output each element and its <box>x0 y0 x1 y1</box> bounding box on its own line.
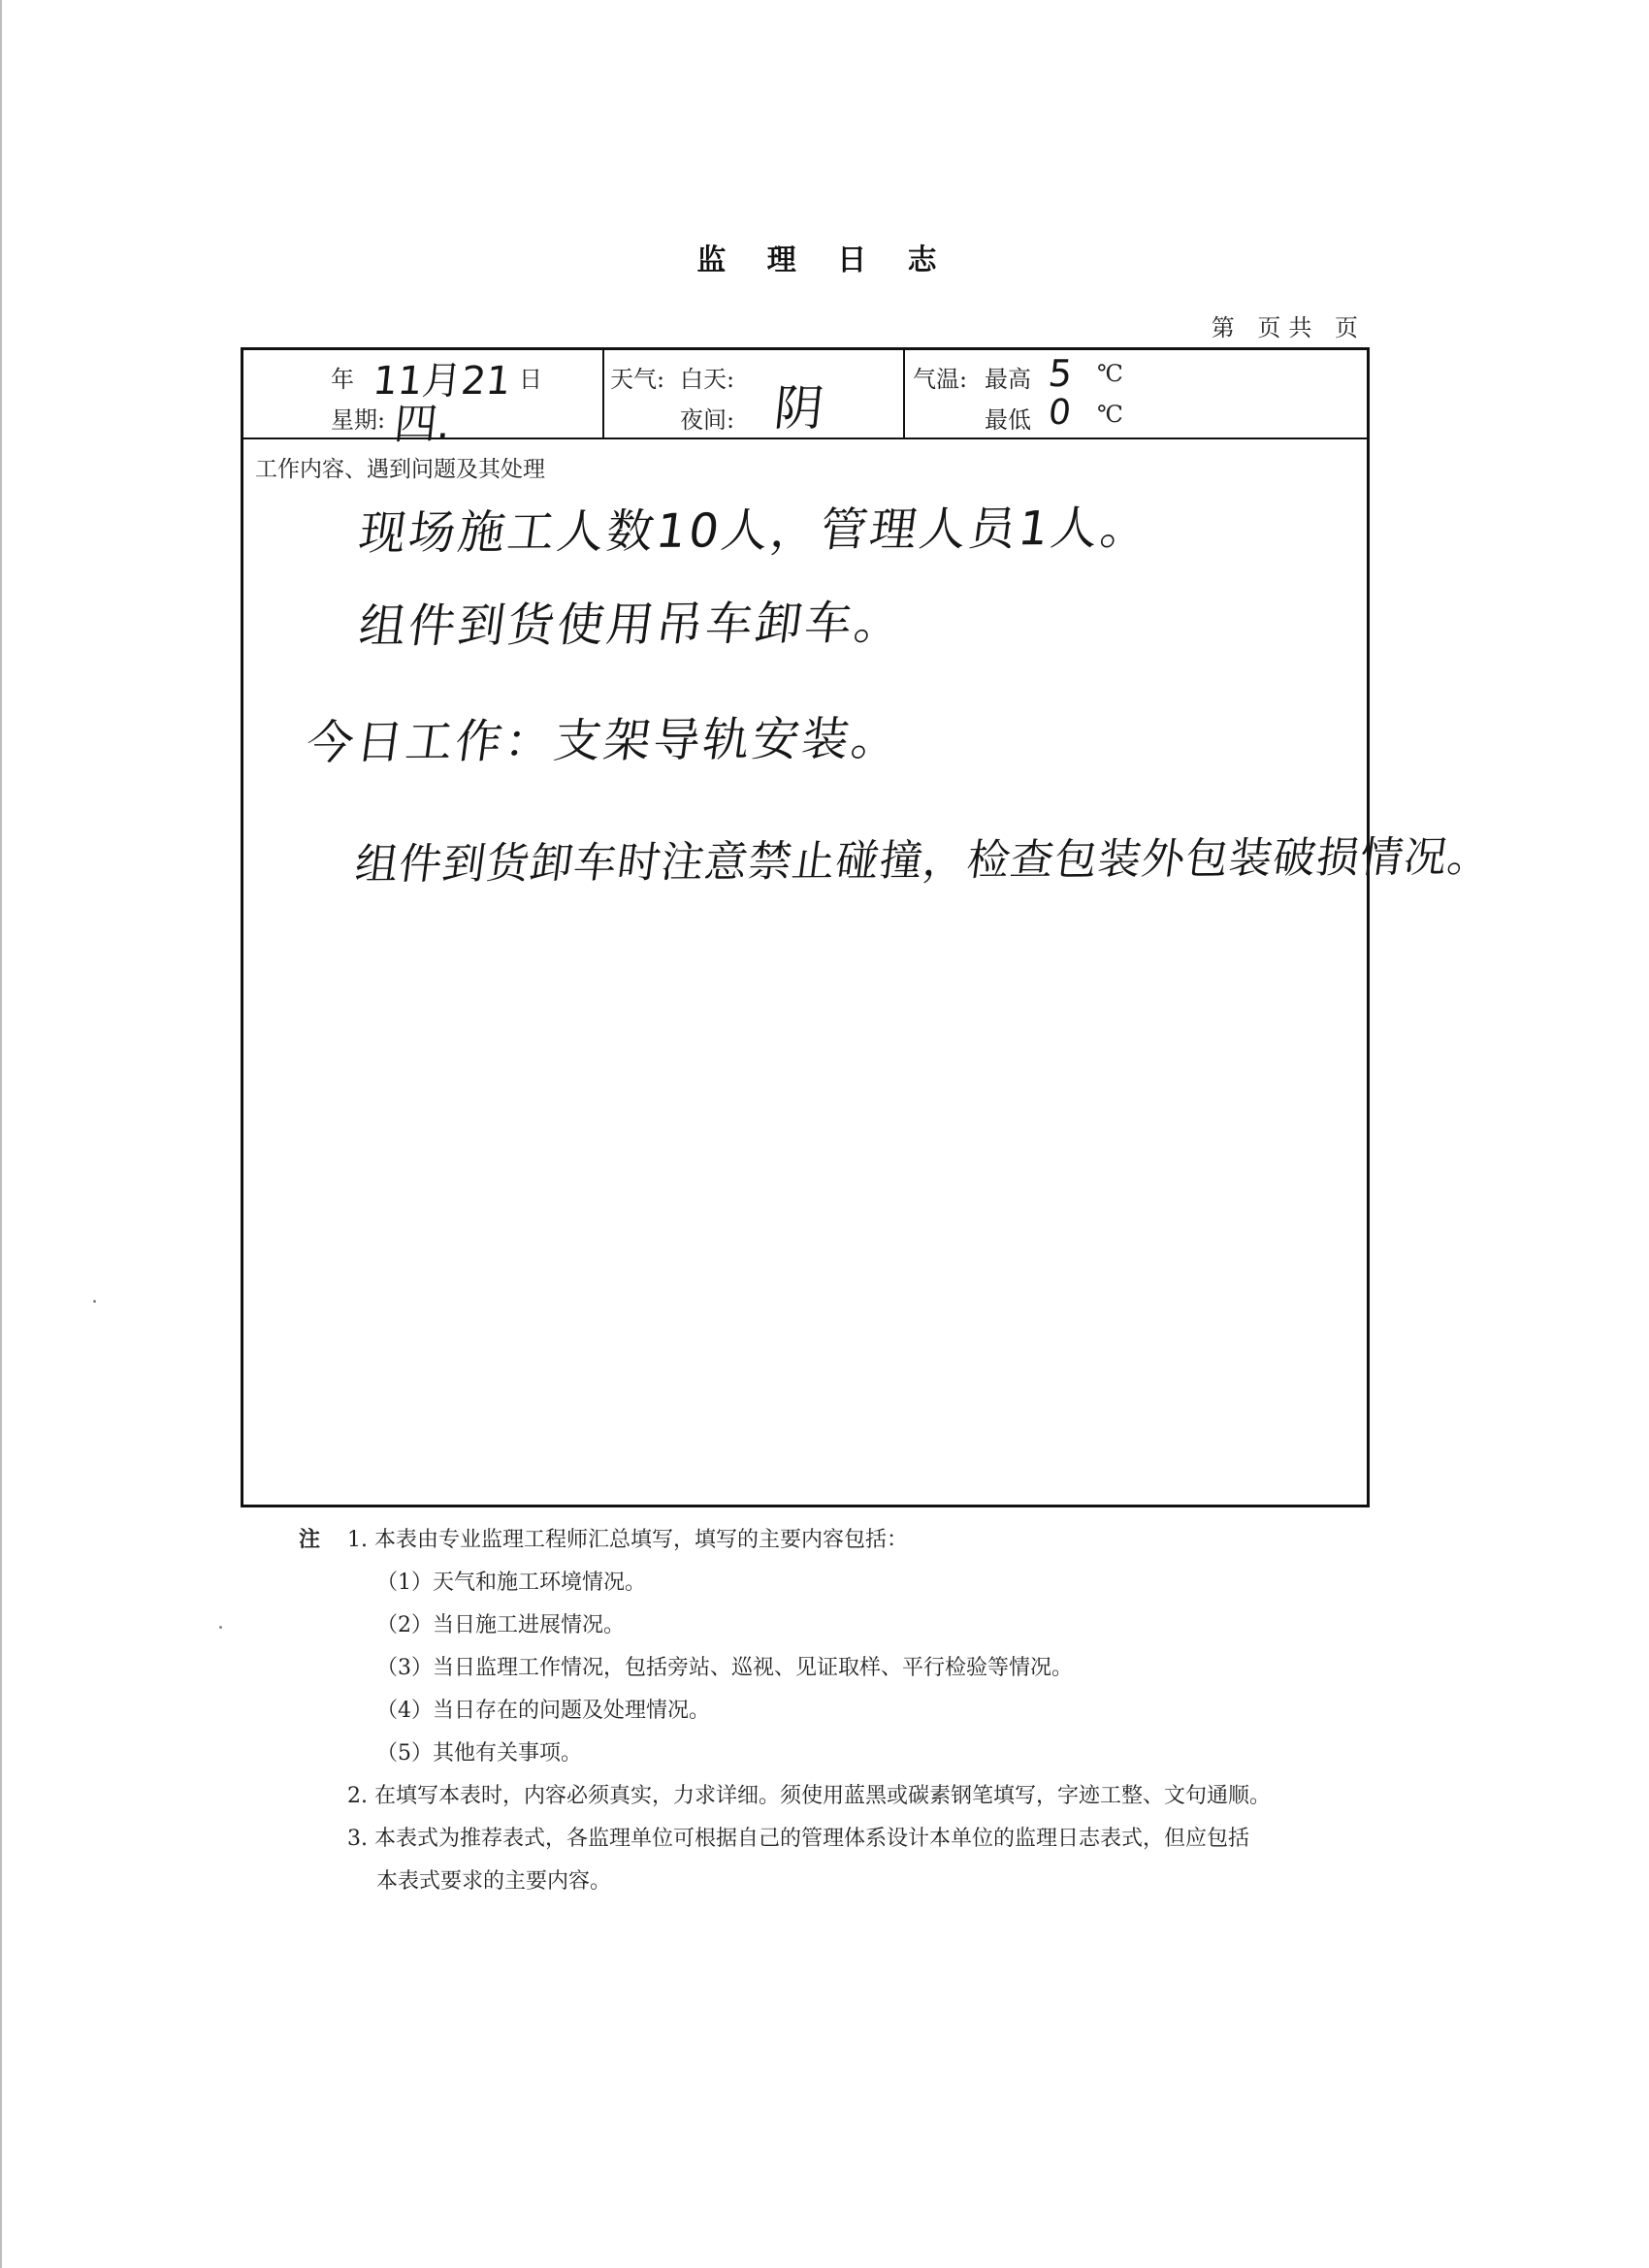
temperature-low-label: 最低 <box>985 406 1031 434</box>
note-item-3: 3. 本表式为推荐表式，各监理单位可根据自己的管理体系设计本单位的监理日志表式，但应包括 <box>347 1827 1249 1851</box>
temperature-label: 气温: <box>913 366 968 393</box>
temperature-low-unit: ℃ <box>1097 401 1123 428</box>
work-content-label: 工作内容、遇到问题及其处理 <box>255 457 545 482</box>
handwritten-line-1: 现场施工人数10人，管理人员1人。 <box>355 501 1154 561</box>
handwritten-line-3: 今日工作：支架导轨安装。 <box>303 711 905 770</box>
handwritten-line-4: 组件到货卸车时注意禁止碰撞，检查包装外包装破损情况。 <box>351 831 1495 890</box>
weather-cell <box>602 350 905 437</box>
note-item-2: 2. 在填写本表时，内容必须真实，力求详细。须使用蓝黑或碳素钢笔填写，字迹工整、文句通顺。 <box>347 1784 1271 1808</box>
note-item-1-4: （4）当日存在的问题及处理情况。 <box>376 1699 710 1723</box>
date-cell <box>243 350 604 449</box>
header-row <box>243 350 1367 449</box>
year-label: 年 <box>331 366 354 393</box>
scan-speck <box>93 1300 96 1303</box>
scan-edge <box>0 0 2 2268</box>
weather-day-label: 白天: <box>680 366 735 393</box>
weather-night-value: 阴 <box>771 380 826 437</box>
temperature-cell <box>903 350 1369 437</box>
note-item-1-5: （5）其他有关事项。 <box>376 1741 582 1766</box>
note-item-1-2: （2）当日施工进展情况。 <box>376 1613 625 1637</box>
weekday-handwriting: 四. <box>391 400 454 449</box>
note-item-3-cont: 本表式要求的主要内容。 <box>376 1869 612 1894</box>
page-number: 第 页共 页 <box>1211 314 1366 341</box>
temperature-high-unit: ℃ <box>1097 360 1123 387</box>
month-day-handwriting: 11月21 <box>371 359 513 404</box>
weather-night-label: 夜间: <box>680 406 735 434</box>
handwritten-line-2: 组件到货使用吊车卸车。 <box>355 596 908 654</box>
scan-speck <box>219 1626 222 1629</box>
temperature-high-value: 5 <box>1046 352 1075 395</box>
notes-marker: 注 <box>299 1528 321 1552</box>
weather-label: 天气: <box>610 366 665 393</box>
note-item-1: 1. 本表由专业监理工程师汇总填写，填写的主要内容包括： <box>347 1528 908 1552</box>
temperature-high-label: 最高 <box>985 366 1031 393</box>
document-title: 监 理 日 志 <box>696 243 953 277</box>
note-item-1-3: （3）当日监理工作情况，包括旁站、巡视、见证取样、平行检验等情况。 <box>376 1656 1073 1680</box>
day-label: 日 <box>519 366 542 393</box>
note-item-1-1: （1）天气和施工环境情况。 <box>376 1571 646 1595</box>
temperature-low-value: 0 <box>1046 393 1074 433</box>
log-form <box>241 347 1495 1507</box>
weekday-label: 星期: <box>331 406 386 434</box>
